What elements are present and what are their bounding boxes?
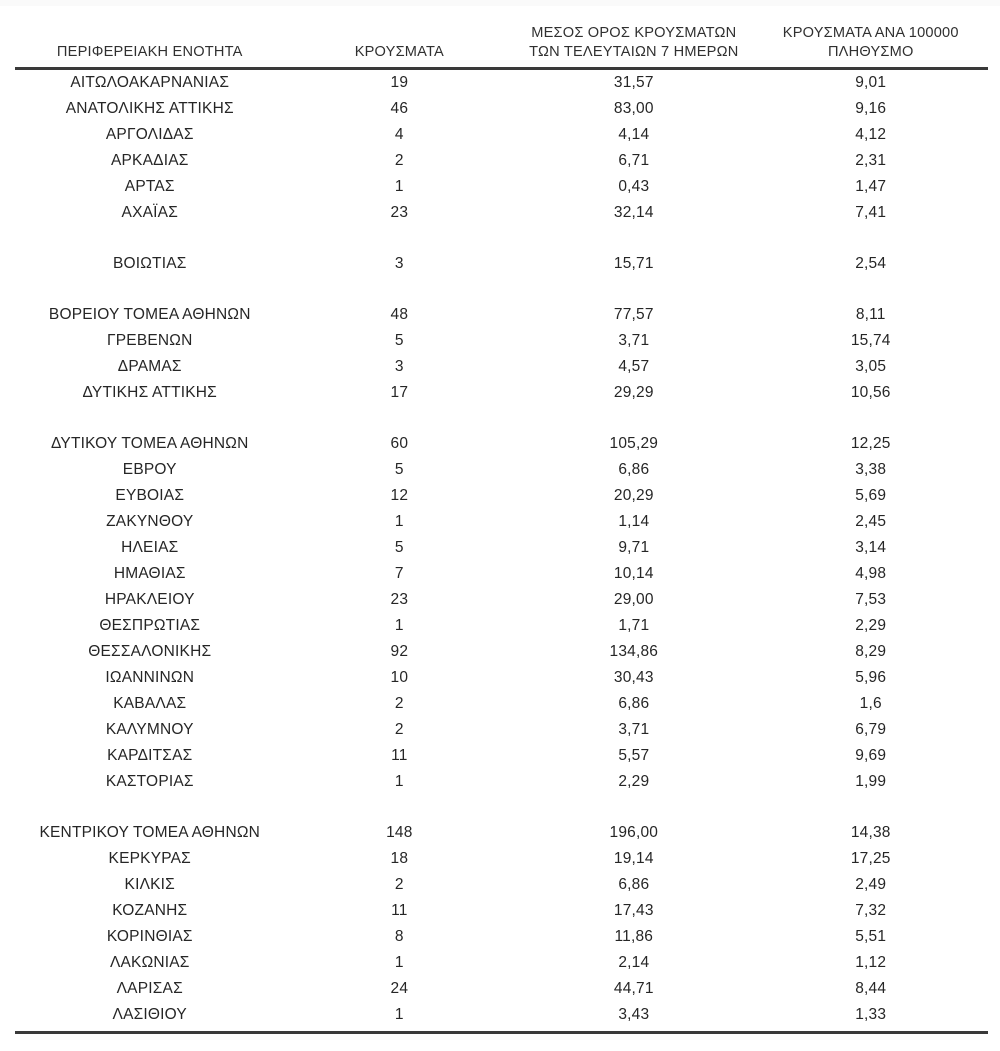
column-header-per100k-line2: ΠΛΗΘΥΣΜΟ bbox=[827, 44, 914, 60]
avg7-cell: 83,00 bbox=[613, 100, 654, 117]
region-name-cell: ΛΑΡΙΣΑΣ bbox=[116, 980, 183, 997]
cases-cell: 1 bbox=[394, 773, 404, 790]
region-name-cell: ΛΑΣΙΘΙΟΥ bbox=[112, 1006, 187, 1023]
table-row bbox=[15, 1002, 988, 1028]
region-name-cell: ΚΕΝΤΡΙΚΟΥ ΤΟΜΕΑ ΑΘΗΝΩΝ bbox=[39, 824, 261, 841]
cases-cell: 2 bbox=[394, 695, 404, 712]
cases-cell: 10 bbox=[390, 669, 409, 686]
per100k-cell: 3,05 bbox=[855, 358, 887, 375]
cases-cell: 23 bbox=[390, 591, 409, 608]
cases-cell: 2 bbox=[394, 876, 404, 893]
region-name-cell: ΚΟΡΙΝΘΙΑΣ bbox=[106, 928, 193, 945]
cases-cell: 5 bbox=[394, 332, 404, 349]
per100k-cell: 9,16 bbox=[855, 100, 887, 117]
per100k-cell: 6,79 bbox=[855, 721, 887, 738]
cases-cell: 5 bbox=[394, 461, 404, 478]
per100k-cell: 4,12 bbox=[855, 126, 887, 143]
cases-cell: 11 bbox=[391, 747, 408, 764]
scan-edge-band bbox=[0, 0, 1000, 6]
per100k-cell: 5,51 bbox=[855, 928, 887, 945]
per100k-cell: 1,12 bbox=[855, 954, 887, 971]
column-header-cases-label: ΚΡΟΥΣΜΑΤΑ bbox=[354, 44, 444, 60]
per100k-cell: 7,53 bbox=[855, 591, 887, 608]
region-name-cell: ΙΩΑΝΝΙΝΩΝ bbox=[105, 669, 195, 686]
region-name-cell: ΗΜΑΘΙΑΣ bbox=[113, 565, 186, 582]
avg7-cell: 19,14 bbox=[613, 850, 654, 867]
cases-cell: 11 bbox=[391, 902, 408, 919]
avg7-cell: 4,57 bbox=[618, 358, 650, 375]
region-name-cell: ΖΑΚΥΝΘΟΥ bbox=[106, 513, 194, 530]
region-name-cell: ΘΕΣΠΡΩΤΙΑΣ bbox=[99, 617, 201, 634]
avg7-cell: 29,29 bbox=[613, 384, 654, 401]
cases-cell: 3 bbox=[394, 255, 404, 272]
avg7-cell: 2,29 bbox=[618, 773, 650, 790]
region-name-cell: ΑΙΤΩΛΟΑΚΑΡΝΑΝΙΑΣ bbox=[70, 74, 230, 91]
region-name-cell: ΕΥΒΟΙΑΣ bbox=[115, 487, 185, 504]
avg7-cell: 32,14 bbox=[613, 204, 654, 221]
region-name-cell: ΑΡΚΑΔΙΑΣ bbox=[110, 152, 189, 169]
cases-cell: 1 bbox=[394, 1006, 404, 1023]
avg7-cell: 29,00 bbox=[613, 591, 654, 608]
table-row bbox=[15, 174, 988, 200]
avg7-cell: 77,57 bbox=[613, 306, 654, 323]
per100k-cell: 7,41 bbox=[855, 204, 887, 221]
table-row bbox=[15, 639, 988, 665]
table-row bbox=[15, 820, 988, 846]
avg7-cell: 134,86 bbox=[609, 643, 659, 660]
avg7-cell: 1,14 bbox=[618, 513, 650, 530]
avg7-cell: 6,86 bbox=[618, 876, 650, 893]
avg7-cell: 196,00 bbox=[609, 824, 659, 841]
table-row bbox=[15, 70, 988, 96]
region-name-cell: ΑΝΑΤΟΛΙΚΗΣ ΑΤΤΙΚΗΣ bbox=[65, 100, 234, 117]
avg7-cell: 6,86 bbox=[618, 695, 650, 712]
cases-cell: 8 bbox=[394, 928, 404, 945]
cases-cell: 3 bbox=[394, 358, 404, 375]
region-name-cell: ΒΟΙΩΤΙΑΣ bbox=[112, 255, 187, 272]
cases-cell: 92 bbox=[390, 643, 409, 660]
per100k-cell: 7,32 bbox=[855, 902, 887, 919]
avg7-cell: 105,29 bbox=[609, 435, 659, 452]
cases-cell: 5 bbox=[394, 539, 404, 556]
table-row bbox=[15, 743, 988, 769]
column-header-cases bbox=[285, 43, 515, 62]
table-row bbox=[15, 613, 988, 639]
region-name-cell: ΚΑΛΥΜΝΟΥ bbox=[105, 721, 194, 738]
per100k-cell: 2,31 bbox=[855, 152, 887, 169]
region-name-cell: ΔΡΑΜΑΣ bbox=[117, 358, 182, 375]
column-header-region bbox=[15, 43, 285, 62]
column-header-per100k bbox=[753, 24, 987, 62]
region-name-cell: ΚΑΒΑΛΑΣ bbox=[113, 695, 187, 712]
per100k-cell: 14,38 bbox=[850, 824, 891, 841]
table-row bbox=[15, 431, 988, 457]
table-row bbox=[15, 691, 988, 717]
avg7-cell: 5,57 bbox=[618, 747, 650, 764]
avg7-cell: 9,71 bbox=[618, 539, 650, 556]
region-name-cell: ΔΥΤΙΚΟΥ ΤΟΜΕΑ ΑΘΗΝΩΝ bbox=[51, 435, 249, 452]
avg7-cell: 31,57 bbox=[613, 74, 654, 91]
column-header-per100k-line1: ΚΡΟΥΣΜΑΤΑ ΑΝΑ 100000 bbox=[782, 25, 959, 41]
region-name-cell: ΑΧΑΪΑΣ bbox=[121, 204, 178, 221]
table-row bbox=[15, 665, 988, 691]
table-row bbox=[15, 898, 988, 924]
cases-cell: 2 bbox=[394, 721, 404, 738]
cases-cell: 24 bbox=[390, 980, 409, 997]
table-row bbox=[15, 302, 988, 328]
avg7-cell: 17,43 bbox=[613, 902, 654, 919]
cases-cell: 19 bbox=[390, 74, 409, 91]
per100k-cell: 3,38 bbox=[855, 461, 887, 478]
table-row bbox=[15, 380, 988, 406]
avg7-cell: 0,43 bbox=[618, 178, 650, 195]
per100k-cell: 1,6 bbox=[859, 695, 882, 712]
column-header-avg7-line2: ΤΩΝ ΤΕΛΕΥΤΑΙΩΝ 7 ΗΜΕΡΩΝ bbox=[529, 44, 739, 60]
per100k-cell: 5,69 bbox=[855, 487, 887, 504]
table-row bbox=[15, 509, 988, 535]
table-row bbox=[15, 122, 988, 148]
region-name-cell: ΚΙΛΚΙΣ bbox=[124, 876, 175, 893]
table-row bbox=[15, 535, 988, 561]
cases-table bbox=[15, 24, 988, 1034]
cases-cell: 46 bbox=[390, 100, 409, 117]
region-name-cell: ΚΕΡΚΥΡΑΣ bbox=[108, 850, 191, 867]
table-row bbox=[15, 976, 988, 1002]
region-name-cell: ΘΕΣΣΑΛΟΝΙΚΗΣ bbox=[88, 643, 212, 660]
region-name-cell: ΔΥΤΙΚΗΣ ΑΤΤΙΚΗΣ bbox=[82, 384, 217, 401]
per100k-cell: 8,11 bbox=[855, 306, 886, 323]
region-name-cell: ΗΛΕΙΑΣ bbox=[121, 539, 179, 556]
table-row bbox=[15, 872, 988, 898]
region-name-cell: ΚΑΡΔΙΤΣΑΣ bbox=[107, 747, 193, 764]
cases-cell: 7 bbox=[394, 565, 404, 582]
per100k-cell: 9,69 bbox=[855, 747, 887, 764]
table-row bbox=[15, 950, 988, 976]
table-row bbox=[15, 457, 988, 483]
per100k-cell: 2,29 bbox=[855, 617, 887, 634]
per100k-cell: 5,96 bbox=[855, 669, 887, 686]
region-name-cell: ΗΡΑΚΛΕΙΟΥ bbox=[104, 591, 195, 608]
region-name-cell: ΑΡΤΑΣ bbox=[124, 178, 175, 195]
cases-cell: 1 bbox=[394, 617, 404, 634]
per100k-cell: 2,45 bbox=[855, 513, 887, 530]
table-header bbox=[15, 24, 988, 70]
avg7-cell: 1,71 bbox=[618, 617, 650, 634]
table-row bbox=[15, 354, 988, 380]
avg7-cell: 3,71 bbox=[618, 332, 650, 349]
cases-cell: 12 bbox=[390, 487, 409, 504]
region-name-cell: ΚΑΣΤΟΡΙΑΣ bbox=[105, 773, 194, 790]
per100k-cell: 15,74 bbox=[850, 332, 891, 349]
table-row bbox=[15, 924, 988, 950]
avg7-cell: 20,29 bbox=[613, 487, 654, 504]
table-row bbox=[15, 328, 988, 354]
avg7-cell: 6,86 bbox=[618, 461, 650, 478]
table-row bbox=[15, 587, 988, 613]
column-header-region-label: ΠΕΡΙΦΕΡΕΙΑΚΗ ΕΝΟΤΗΤΑ bbox=[56, 44, 243, 60]
cases-cell: 60 bbox=[390, 435, 409, 452]
avg7-cell: 11,86 bbox=[614, 928, 654, 945]
region-name-cell: ΑΡΓΟΛΙΔΑΣ bbox=[105, 126, 194, 143]
per100k-cell: 9,01 bbox=[855, 74, 887, 91]
avg7-cell: 3,43 bbox=[618, 1006, 650, 1023]
cases-cell: 48 bbox=[390, 306, 409, 323]
table-row bbox=[15, 200, 988, 226]
cases-cell: 148 bbox=[386, 824, 413, 841]
per100k-cell: 3,14 bbox=[855, 539, 887, 556]
cases-cell: 1 bbox=[394, 513, 404, 530]
region-name-cell: ΓΡΕΒΕΝΩΝ bbox=[107, 332, 193, 349]
per100k-cell: 8,29 bbox=[855, 643, 887, 660]
per100k-cell: 1,33 bbox=[855, 1006, 887, 1023]
cases-cell: 4 bbox=[394, 126, 404, 143]
per100k-cell: 8,44 bbox=[855, 980, 887, 997]
per100k-cell: 1,47 bbox=[855, 178, 887, 195]
avg7-cell: 4,14 bbox=[618, 126, 650, 143]
region-name-cell: ΒΟΡΕΙΟΥ ΤΟΜΕΑ ΑΘΗΝΩΝ bbox=[48, 306, 251, 323]
per100k-cell: 4,98 bbox=[855, 565, 887, 582]
table-body bbox=[15, 70, 988, 1034]
table-row bbox=[15, 148, 988, 174]
table-row bbox=[15, 846, 988, 872]
avg7-cell: 44,71 bbox=[613, 980, 654, 997]
avg7-cell: 3,71 bbox=[618, 721, 650, 738]
table-row bbox=[15, 717, 988, 743]
table-row bbox=[15, 96, 988, 122]
per100k-cell: 1,99 bbox=[855, 773, 887, 790]
cases-cell: 1 bbox=[394, 178, 404, 195]
cases-cell: 23 bbox=[390, 204, 409, 221]
avg7-cell: 15,71 bbox=[613, 255, 654, 272]
per100k-cell: 2,54 bbox=[855, 255, 887, 272]
table-row bbox=[15, 251, 988, 277]
table-row bbox=[15, 769, 988, 795]
region-name-cell: ΕΒΡΟΥ bbox=[122, 461, 177, 478]
avg7-cell: 30,43 bbox=[613, 669, 654, 686]
column-header-avg7 bbox=[514, 24, 753, 62]
per100k-cell: 2,49 bbox=[855, 876, 887, 893]
table-row bbox=[15, 561, 988, 587]
region-name-cell: ΛΑΚΩΝΙΑΣ bbox=[109, 954, 190, 971]
table-row bbox=[15, 483, 988, 509]
per100k-cell: 17,25 bbox=[850, 850, 891, 867]
per100k-cell: 10,56 bbox=[850, 384, 891, 401]
cases-cell: 1 bbox=[394, 954, 404, 971]
cases-cell: 17 bbox=[390, 384, 409, 401]
avg7-cell: 10,14 bbox=[613, 565, 654, 582]
avg7-cell: 2,14 bbox=[618, 954, 650, 971]
avg7-cell: 6,71 bbox=[618, 152, 650, 169]
column-header-avg7-line1: ΜΕΣΟΣ ΟΡΟΣ ΚΡΟΥΣΜΑΤΩΝ bbox=[531, 25, 737, 41]
cases-cell: 18 bbox=[390, 850, 409, 867]
region-name-cell: ΚΟΖΑΝΗΣ bbox=[112, 902, 188, 919]
per100k-cell: 12,25 bbox=[850, 435, 891, 452]
cases-cell: 2 bbox=[394, 152, 404, 169]
